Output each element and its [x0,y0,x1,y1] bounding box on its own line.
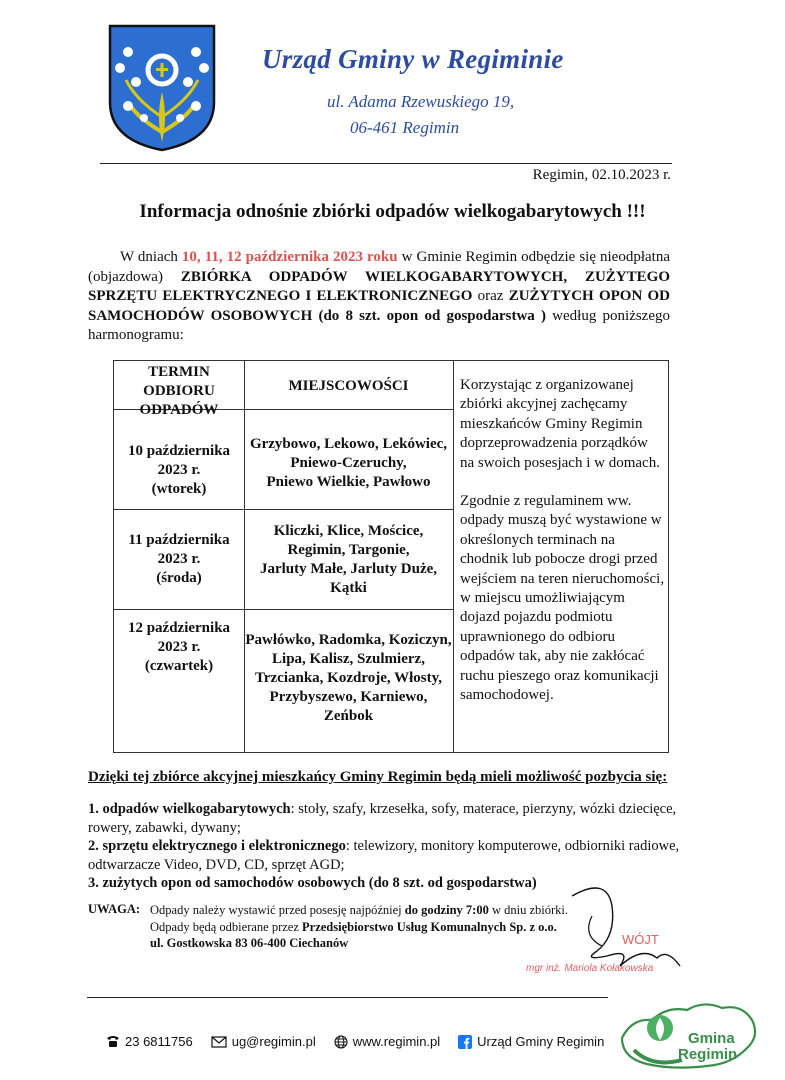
benefit-item [88,800,688,837]
office-name-heading: Urząd Gminy w Regiminie [262,44,564,74]
table-divider [114,509,453,510]
places-line: Regimin, Targonie, [287,542,410,558]
side-note [460,376,665,725]
date-line: (wtorek) [151,481,207,497]
intro-text-3: oraz [472,288,509,304]
places-line: Jarluty Małe, Jarluty Duże, [259,561,438,577]
header-term-line: TERMIN [148,364,210,380]
benefit-title: 3. zużytych opon od samochodów osobowych (do 8 szt. od gospodarstwa) [88,875,537,891]
places-line: Przybyszewo, Karniewo, [269,689,428,705]
website-url[interactable]: www.regimin.pl [352,1034,441,1049]
header-divider [100,163,672,164]
stamp-name: mgr inż. Mariola Kołakowska [526,963,654,974]
tyres-collection: ZUŻYTYCH OPON OD SAMOCHODÓW OSOBOWYCH (do 8 szt. opon od gospodarstwa ) [88,288,671,324]
collector-address: ul. Gostkowska 83 06-400 Ciechanów [150,936,349,950]
row-date-3 [114,619,244,676]
collection-dates: 10, 11, 12 października 2023 roku [181,249,398,265]
date-line: (środa) [156,570,202,586]
places-line: Grzybowo, Lekowo, Lekówiec, [249,436,448,452]
places-line: Pniewo Wielkie, Pawłowo [266,474,431,490]
address-postal: 06-461 Regimin [350,118,460,137]
schedule-table [113,360,669,753]
row-date-2 [114,531,244,588]
date-line: 2023 r. [157,551,201,567]
row-places-3 [244,631,453,726]
header-term [114,363,244,420]
logo-text-regimin: Regimin [678,1046,738,1063]
row-date-1 [114,442,244,499]
document-date: Regimin, 02.10.2023 r. [532,167,671,183]
email-contact[interactable] [211,1034,316,1049]
table-divider [114,609,453,610]
side-note-paragraph-1: Korzystając z organizowanej zbiórki akcyjnej zachęcamy mieszkańców Gminy Regimin doprzeprowadzenia porządków na swoich posesjach i w domach. [460,377,660,471]
places-line: Pawłówko, Radomka, Koziczyn, [245,632,452,648]
coat-of-arms-crest [106,22,218,152]
header-term-line: ODBIORU [143,383,215,399]
header-places: MIEJSCOWOŚCI [288,378,409,394]
places-line: Pniewo-Czeruchy, [290,455,407,471]
date-line: 12 października [127,620,231,636]
phone-contact [106,1034,193,1049]
places-line: Zeńbok [323,708,374,724]
benefit-text: : telewizory, monitory komputerowe, odbiorniki radiowe, odtwarzacze Video, DVD, CD, sprzęt AGD; [88,838,680,873]
website-contact[interactable] [334,1034,440,1049]
email-icon [211,1036,227,1048]
contact-footer [106,1034,618,1049]
places-line: Kątki [330,580,367,596]
globe-icon [334,1035,348,1049]
stamp-title: WÓJT [622,932,659,947]
places-line: Trzcianka, Kozdroje, Włosty, [254,670,443,686]
benefit-text: : stoły, szafy, krzesełka, sofy, materace, pierzyny, wózki dziecięce, rowery, zabawki, dywany; [88,801,677,836]
date-line: 11 października [128,532,230,548]
intro-text-2: w Gminie Regimin odbędzie się nieodpłatna (objazdowa) [88,249,670,285]
benefit-title: 1. odpadów wielkogabarytowych [88,801,291,817]
date-line: 2023 r. [157,639,201,655]
places-line: Lipa, Kalisz, Szulmierz, [272,651,425,667]
facebook-page[interactable]: Urząd Gminy Regimin [477,1034,605,1049]
benefit-title: 2. sprzętu elektrycznego i elektronicznego [88,838,346,854]
notice-deadline: do godziny 7:00 [404,903,489,917]
facebook-icon [458,1035,472,1049]
notice-label: UWAGA: [88,902,141,916]
footer-divider [87,997,608,998]
document-title: Informacja odnośnie zbiórki odpadów wielkogabarytowych !!! [139,201,646,222]
side-note-paragraph-2: Zgodnie z regulaminem ww. odpady muszą być wystawione w określonych terminach na chodnik lub pobocze drogi przed wejściem na teren nieruchomości, w miejscu umożliwiającym dojazd pojazdu podmiotu uprawnionego do odbioru odpadów tak, aby nie zakłócać ruchu pieszego oraz komunikacji samochodowej. [460,493,665,704]
benefits-heading: Dzięki tej zbiórce akcyjnej mieszkańcy Gminy Regimin będą mieli możliwość pozbycia się: [88,769,668,785]
signature-stamp [512,876,692,976]
date-line: 2023 r. [157,462,201,478]
intro-text-4: według poniższego harmonogramu: [88,307,671,343]
logo-text-gmina: Gmina [688,1030,735,1047]
date-line: (czwartek) [144,658,214,674]
row-places-2 [244,522,453,598]
intro-text-1: W dniach [120,249,182,265]
phone-icon [106,1035,120,1048]
row-places-1 [244,435,453,492]
intro-paragraph [88,248,670,346]
places-line: Kliczki, Klice, Mościce, [273,523,424,539]
notice-text-part: Odpady należy wystawić przed posesję najpóźniej [150,903,405,917]
phone-number: 23 6811756 [125,1034,193,1049]
notice-text-part: w dniu zbiórki. [488,903,568,917]
date-line: 10 października [127,443,231,459]
collector-company: Przedsiębiorstwo Usług Komunalnych Sp. z o.o. [302,919,557,934]
email-address[interactable]: ug@regimin.pl [231,1034,316,1049]
collection-types: ZBIÓRKA ODPADÓW WIELKOGABARYTOWYCH, ZUŻYTEGO SPRZĘTU ELEKTRYCZNEGO I ELEKTRONICZNEGO [88,268,670,304]
header-term-line: ODPADÓW [139,402,219,418]
notice-text-part: Odpady będą odbierane przez [150,919,303,934]
facebook-contact[interactable] [458,1034,604,1049]
benefit-item [88,837,688,874]
table-divider [453,361,454,752]
address-street: ul. Adama Rzewuskiego 19, [327,92,515,111]
